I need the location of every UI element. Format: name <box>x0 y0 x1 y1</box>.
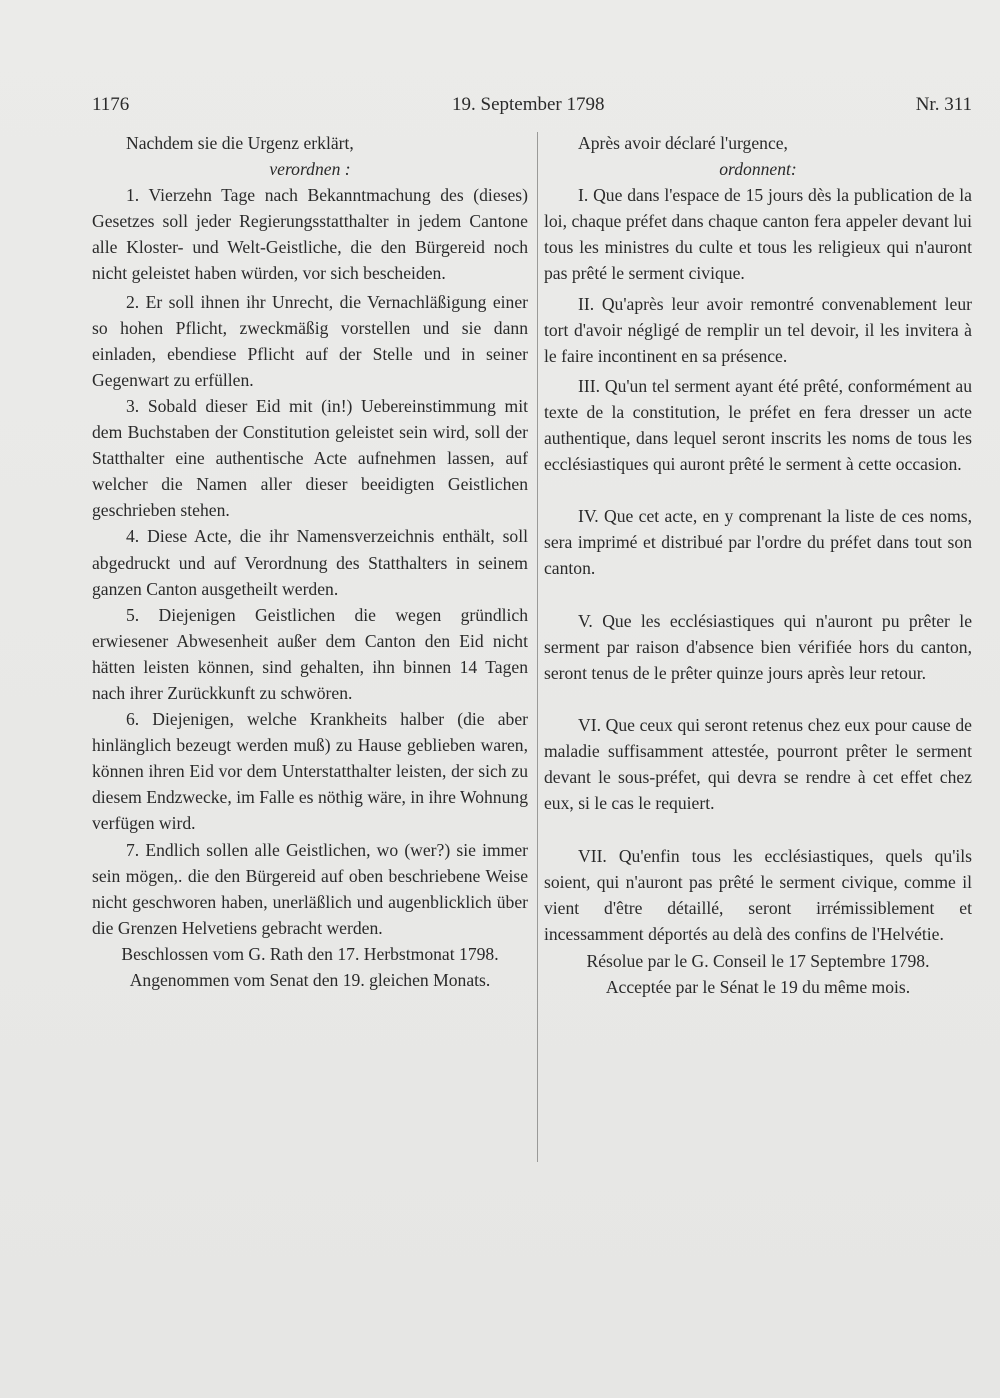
german-paragraph-2: 2. Er soll ihnen ihr Unrecht, die Vernachläßigung einer so hohen Pflicht, zweckmäßig vorstellen und sie dann einladen, ebendiese Pflicht auf der Stelle und in seiner Gegenwart zu erfüllen. <box>92 291 528 390</box>
french-closing-senate: Acceptée par le Sénat le 19 du même mois. <box>605 976 911 997</box>
german-closing-council: Beschlossen vom G. Rath den 17. Herbstmonat 1798. <box>121 943 499 964</box>
german-intro: Nachdem sie die Urgenz erklärt, <box>126 133 354 153</box>
german-column <box>92 130 528 993</box>
french-paragraph-7: VII. Qu'enfin tous les ecclésiastiques, quels qu'ils soient, qui n'auront pas prêté le serment civique, comme il vient d'être détaillé, seront irrémissiblement et incessamment déportés au delà des confins de l'Helvétie. <box>544 846 972 945</box>
column-divider <box>537 132 538 1162</box>
german-paragraph-1: 1. Vierzehn Tage nach Bekanntmachung des (dieses) Gesetzes soll jeder Regierungsstatthalter in jedem Cantone alle Kloster- und Welt-Geistliche, die den Bürgereid noch nicht geleistet haben würden, vor sich bescheiden. <box>92 185 528 284</box>
french-paragraph-4: IV. Que cet acte, en y comprenant la liste de ces noms, sera imprimé et distribué par l'ordre du préfet dans tout son canton. <box>544 506 972 579</box>
french-verb: ordonnent: <box>719 159 797 180</box>
german-verb: verordnen : <box>269 159 351 180</box>
german-paragraph-5: 5. Diejenigen Geistlichen die wegen gründlich erwiesener Abwesenheit außer dem Canton den Eid nicht hätten leisten können, sind gehalten, ihn binnen 14 Tagen nach ihrer Zurückkunft zu schwören. <box>92 604 528 703</box>
german-paragraph-7: 7. Endlich sollen alle Geistlichen, wo (wer?) sie immer sein mögen,. die den Bürgereid auf oben beschriebene Weise nicht geschworen haben, unerläßlich und augenblicklich über die Grenzen Helvetiens gebracht werden. <box>92 839 528 938</box>
page-number: 1176 <box>92 94 130 115</box>
german-paragraph-4: 4. Diese Acte, die ihr Namensverzeichnis enthält, soll abgedruckt und auf Verordnung des Statthalters in seinem ganzen Canton ausgetheilt werden. <box>92 526 528 599</box>
french-closing-council: Résolue par le G. Conseil le 17 Septembre 1798. <box>586 950 930 971</box>
french-paragraph-2: II. Qu'après leur avoir remontré convenablement leur tort d'avoir négligé de remplir un tel devoir, il les invitera à le faire incontinent en sa présence. <box>544 293 972 366</box>
french-paragraph-3: III. Qu'un tel serment ayant été prêté, conformément au texte de la constitution, le préfet en fera dresser un acte authentique, dans lequel seront inscrits les noms de tous les ecclésiastiques qui auront prêté le serment à cette occasion. <box>544 375 972 475</box>
french-paragraph-5: V. Que les ecclésiastiques qui n'auront pu prêter le serment par raison d'absence bien vérifiée hors du canton, seront tenus de le prêter quinze jours après leur retour. <box>544 610 972 683</box>
page-header <box>92 94 972 118</box>
german-closing-senate: Angenommen vom Senat den 19. gleichen Monats. <box>129 970 491 990</box>
french-column <box>544 130 972 1000</box>
french-intro: Après avoir déclaré l'urgence, <box>578 133 788 153</box>
french-paragraph-6: VI. Que ceux qui seront retenus chez eux pour cause de maladie suffisamment attestée, pourront prêter le serment devant le sous-préfet, qui devra se rendre à cet effet chez eux, si le cas le requiert. <box>544 714 972 814</box>
german-paragraph-3: 3. Sobald dieser Eid mit (in!) Uebereinstimmung mit dem Buchstaben der Constitution geleistet sein wird, soll der Statthalter eine authentische Acte aufnehmen lassen, auf welcher die Namen aller dieser beeidigten Geistlichen geschrieben stehen. <box>92 395 528 521</box>
german-paragraph-6: 6. Diejenigen, welche Krankheits halber (die aber hinlänglich bezeugt werden muß) zu Hause geblieben waren, können ihren Eid vor dem Unterstatthalter leisten, der sich zu diesem Endzwecke, im Falle es nöthig wäre, in ihre Wohnung verfügen wird. <box>92 709 528 834</box>
french-paragraph-1: I. Que dans l'espace de 15 jours dès la publication de la loi, chaque préfet dans chaque canton fera appeler devant lui tous les ministres du culte et tous les religieux qui n'auront pas prêté le serment civique. <box>544 185 972 284</box>
item-number: Nr. 311 <box>915 94 972 115</box>
header-date: 19. September 1798 <box>452 94 605 115</box>
